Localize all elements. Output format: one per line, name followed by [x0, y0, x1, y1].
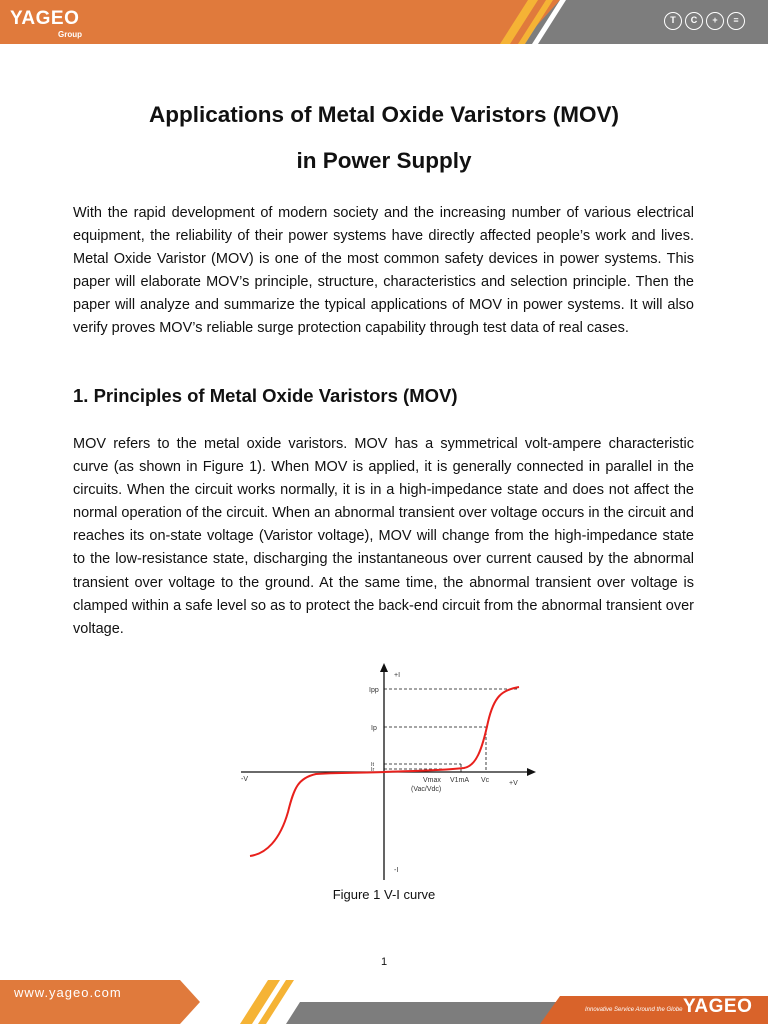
- title-line-2: in Power Supply: [296, 148, 472, 173]
- label-plus-i: +I: [394, 672, 401, 679]
- page-number: 1: [380, 956, 388, 968]
- header-banner: [0, 0, 768, 44]
- yageo-logo: YAGEO: [10, 8, 80, 29]
- yageo-logo-sub: Group: [58, 30, 82, 39]
- section-heading: 1. Principles of Metal Oxide Varistors (MOV): [73, 385, 458, 406]
- section-body-paragraph: MOV refers to the metal oxide varistors. MOV has a symmetrical volt-ampere characteristic curve (as shown in Figure 1). When MOV is applied, it is generally connected in parallel in the circuits. When the circuit works normally, it is in a high-impedance state and does not affect the normal operation of the circuit. When an abnormal transient over voltage occurs in the circuit and reaches its on-state voltage (Varistor voltage), MOV will change from the high-impedance state to the low-resistance state, discharging the instantaneous over current caused by the abnormal transient over voltage to the ground. At the same time, the abnormal transient over voltage is clamped within a safe level so as to protect the back-end circuit from the abnormal transient over voltage.: [73, 436, 694, 637]
- label-ip: Ip: [371, 725, 377, 732]
- safety-icon: ≡: [727, 12, 745, 30]
- intro-paragraph: With the rapid development of modern society and the increasing number of various electrical equipment, the reliability of their power systems have directly affected people’s work and lives. Metal Oxide Varistor (MOV) is one of the most common safety devices in power systems. This paper will elaborate MOV’s principle, structure, characteristics and selection principle. Then the paper will analyze and summarize the typical applications of MOV in power systems. It will also verify proves MOV’s reliable surge protection capability through test data of real cases.: [73, 205, 694, 337]
- label-v1ma: V1mA: [450, 777, 470, 784]
- certification-icon: C: [685, 12, 703, 30]
- label-minus-i: -I: [394, 867, 399, 874]
- y-axis-arrow: [380, 663, 388, 672]
- page-header: [0, 0, 768, 44]
- footer-tagline: Innovative Service Around the Globe: [585, 1007, 683, 1013]
- label-plus-v: +V: [509, 780, 518, 787]
- vi-curve-figure: [236, 660, 536, 882]
- document-title: [0, 92, 768, 184]
- footer-yageo-logo: YAGEO: [683, 996, 753, 1017]
- footer-url-link[interactable]: www.yageo.com: [14, 985, 122, 1000]
- label-vmax: Vmax: [423, 777, 441, 784]
- figure-caption: Figure 1 V-I curve: [332, 887, 436, 902]
- page-footer: [0, 980, 768, 1024]
- label-vc: Vc: [481, 777, 490, 784]
- label-it: It: [371, 762, 375, 768]
- label-vac-vdc: (Vac/Vdc): [411, 786, 442, 793]
- x-axis-arrow: [527, 768, 536, 776]
- label-ir: Ir: [371, 767, 375, 773]
- guide-lines: [384, 689, 517, 772]
- title-line-1: Applications of Metal Oxide Varistors (MOV): [148, 102, 620, 127]
- ul-icon: +: [706, 12, 724, 30]
- label-ipp: Ipp: [369, 687, 379, 694]
- certification-icons: [664, 12, 745, 32]
- label-minus-v: -V: [241, 776, 248, 783]
- tuv-icon: T: [664, 12, 682, 30]
